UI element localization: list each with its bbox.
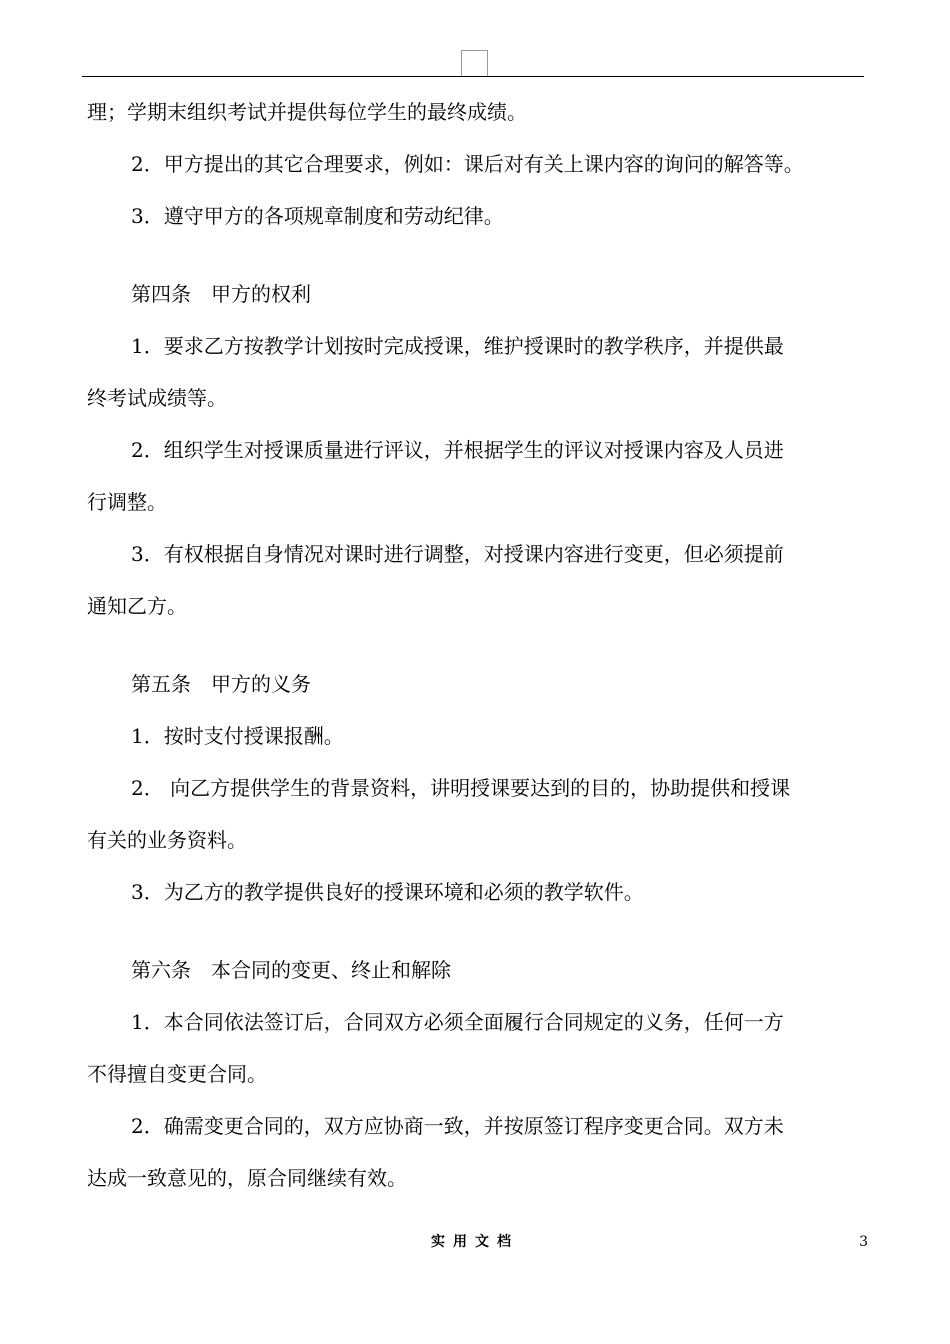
page-number: 3 xyxy=(859,1234,868,1250)
paragraph-continuation: 理；学期末组织考试并提供每位学生的最终成绩。 xyxy=(87,100,527,124)
article-4-item-2-cont: 行调整。 xyxy=(87,490,167,514)
article-5-item-3: 3．为乙方的教学提供良好的授课环境和必须的教学软件。 xyxy=(131,880,644,904)
article-5-item-1: 1．按时支付授课报酬。 xyxy=(131,724,344,748)
article-4-item-1: 1．要求乙方按教学计划按时完成授课，维护授课时的教学秩序，并提供最 xyxy=(131,334,784,358)
section-gap xyxy=(87,242,877,268)
clause-3-item-2: 2．甲方提出的其它合理要求，例如：课后对有关上课内容的询问的解答等。 xyxy=(131,152,804,176)
article-5-item-2-cont: 有关的业务资料。 xyxy=(87,828,247,852)
header-rule xyxy=(82,76,864,77)
article-6-item-1-cont: 不得擅自变更合同。 xyxy=(87,1062,267,1086)
article-4-item-3: 3．有权根据自身情况对课时进行调整，对授课内容进行变更，但必须提前 xyxy=(131,542,784,566)
footer-label: 实用文档 xyxy=(431,1234,519,1250)
article-6-item-2: 2．确需变更合同的，双方应协商一致，并按原签订程序变更合同。双方未 xyxy=(131,1114,784,1138)
article-4-item-3-cont: 通知乙方。 xyxy=(87,594,187,618)
article-4-item-1-cont: 终考试成绩等。 xyxy=(87,386,227,410)
header-box xyxy=(461,50,488,77)
article-6-heading: 第六条 本合同的变更、终止和解除 xyxy=(131,958,451,982)
article-4-heading: 第四条 甲方的权利 xyxy=(131,282,311,306)
section-gap xyxy=(87,632,877,658)
section-gap xyxy=(87,918,877,944)
article-4-item-2: 2．组织学生对授课质量进行评议，并根据学生的评议对授课内容及人员进 xyxy=(131,438,784,462)
article-6-item-1: 1．本合同依法签订后，合同双方必须全面履行合同规定的义务，任何一方 xyxy=(131,1010,784,1034)
article-5-heading: 第五条 甲方的义务 xyxy=(131,672,311,696)
document-body xyxy=(87,86,877,1204)
article-6-item-2-cont: 达成一致意见的，原合同继续有效。 xyxy=(87,1166,407,1190)
clause-3-item-3: 3．遵守甲方的各项规章制度和劳动纪律。 xyxy=(131,204,504,228)
article-5-item-2: 2． 向乙方提供学生的背景资料，讲明授课要达到的目的，协助提供和授课 xyxy=(131,776,791,800)
